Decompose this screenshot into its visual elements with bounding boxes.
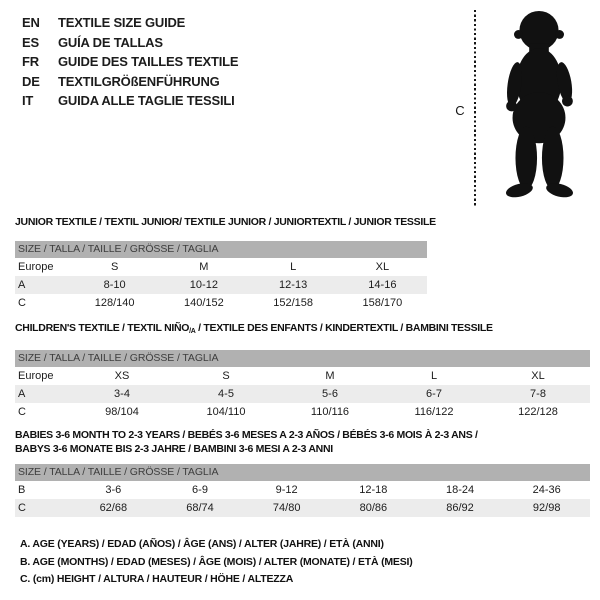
table-title-text: CHILDREN'S TEXTILE / TEXTIL NIÑO	[15, 322, 190, 334]
size-cell: 110/116	[310, 406, 350, 418]
row-label: Europe	[18, 370, 54, 382]
size-cell: 116/122	[414, 406, 454, 418]
size-cell: S	[222, 370, 230, 382]
language-title: TEXTILE SIZE GUIDE	[58, 15, 186, 30]
size-cell: 62/68	[99, 502, 128, 514]
language-title-list	[22, 13, 238, 111]
size-header-band: SIZE / TALLA / TAILLE / GRÖSSE / TAGLIA	[15, 464, 590, 481]
size-cell: 104/110	[206, 406, 246, 418]
size-cell: 80/86	[359, 502, 388, 514]
size-cell: XS	[114, 370, 130, 382]
size-cell: M	[325, 370, 335, 382]
table-title-text: / TEXTILE DES ENFANTS / KINDERTEXTIL / BAMBINI TESSILE	[195, 322, 493, 334]
table-row	[15, 385, 590, 403]
size-cell: 122/128	[518, 406, 558, 418]
table-row	[15, 367, 590, 385]
table-row	[15, 258, 427, 276]
size-cell: 98/104	[105, 406, 139, 418]
row-label: A	[18, 388, 26, 400]
size-cell: M	[199, 261, 209, 273]
table-title	[15, 428, 590, 456]
row-label: C	[18, 502, 26, 514]
size-header-band: SIZE / TALLA / TAILLE / GRÖSSE / TAGLIA	[15, 350, 590, 367]
row-label: Europe	[18, 261, 54, 273]
table-title: JUNIOR TEXTILE / TEXTIL JUNIOR/ TEXTILE JUNIOR / JUNIORTEXTIL / JUNIOR TESSILE	[15, 216, 436, 228]
language-row	[22, 13, 238, 33]
legend-line-age-years: A. AGE (YEARS) / EDAD (AÑOS) / ÂGE (ANS) / ALTER (JAHRE) / ETÀ (ANNI)	[20, 538, 384, 550]
language-title: TEXTILGRÖßENFÜHRUNG	[58, 73, 220, 89]
size-cell: 68/74	[186, 502, 214, 514]
height-measure-dashed-line	[474, 10, 476, 206]
table-title-line2: BABYS 3-6 MONATE BIS 2-3 JAHRE / BAMBINI 3-6 MESI A 2-3 ANNI	[15, 443, 333, 455]
size-cell: 128/140	[94, 297, 135, 309]
height-measure-label: C	[455, 103, 465, 118]
size-cell: 8-10	[103, 279, 126, 291]
legend-line-height: C. (cm) HEIGHT / ALTURA / HAUTEUR / HÖHE / ALTEZZA	[20, 573, 294, 585]
size-cell: 3-6	[105, 484, 122, 496]
table-row	[15, 481, 590, 499]
language-code: EN	[22, 15, 40, 30]
table-title-subscript: /A	[189, 328, 196, 335]
size-cell: XL	[375, 261, 390, 273]
size-cell: L	[430, 370, 438, 382]
size-cell: 14-16	[368, 279, 397, 291]
babies-textile-table	[15, 428, 590, 517]
language-row	[22, 52, 238, 72]
language-title: GUIDA ALLE TAGLIE TESSILI	[58, 93, 235, 108]
language-title: GUIDE DES TAILLES TEXTILE	[58, 54, 239, 69]
size-cell: XL	[531, 370, 545, 382]
junior-textile-table	[15, 216, 436, 312]
row-label: C	[18, 297, 26, 309]
size-cell: 3-4	[114, 388, 130, 400]
table-row	[15, 499, 590, 517]
size-cell: 12-18	[359, 484, 388, 496]
table-title-line1: BABIES 3-6 MONTH TO 2-3 YEARS / BEBÉS 3-6 MESES A 2-3 AÑOS / BÉBÉS 3-6 MOIS À 2-3 ANS /	[15, 429, 478, 441]
table-row	[15, 403, 590, 421]
size-cell: 7-8	[530, 388, 546, 400]
row-label: C	[18, 406, 26, 418]
legend-line-age-months: B. AGE (MONTHS) / EDAD (MESES) / ÂGE (MOIS) / ALTER (MONATE) / ETÀ (MESI)	[20, 555, 413, 568]
size-cell: 6-9	[192, 484, 208, 496]
size-cell: 74/80	[272, 502, 301, 514]
childrens-textile-table	[15, 322, 590, 421]
row-label: A	[18, 279, 26, 291]
size-cell: 4-5	[218, 388, 234, 400]
size-cell: 158/170	[362, 297, 403, 309]
language-code: ES	[22, 34, 39, 50]
size-cell: 140/152	[183, 297, 224, 309]
measurement-legend	[20, 536, 413, 589]
size-cell: 18-24	[445, 484, 475, 496]
language-row	[22, 91, 238, 111]
table-row	[15, 276, 427, 294]
language-code: DE	[22, 73, 40, 89]
language-code: FR	[22, 54, 39, 69]
size-cell: L	[290, 261, 297, 273]
size-cell: 10-12	[189, 279, 218, 291]
row-label: B	[18, 484, 26, 496]
language-row	[22, 72, 238, 92]
table-title	[15, 322, 590, 338]
table-row	[15, 294, 427, 312]
size-cell: 6-7	[426, 388, 442, 400]
toddler-silhouette-icon	[487, 8, 591, 204]
language-title: GUÍA DE TALLAS	[58, 34, 163, 50]
size-cell: 24-36	[532, 484, 561, 496]
size-cell: S	[110, 261, 119, 273]
size-header-band: SIZE / TALLA / TAILLE / GRÖSSE / TAGLIA	[15, 241, 427, 258]
size-cell: 92/98	[532, 502, 561, 514]
size-cell: 12-13	[279, 279, 308, 291]
size-cell: 9-12	[275, 484, 298, 496]
size-cell: 86/92	[446, 502, 474, 514]
language-code: IT	[22, 93, 34, 108]
size-cell: 5-6	[322, 388, 338, 400]
language-row	[22, 33, 238, 53]
size-cell: 152/158	[273, 297, 313, 309]
